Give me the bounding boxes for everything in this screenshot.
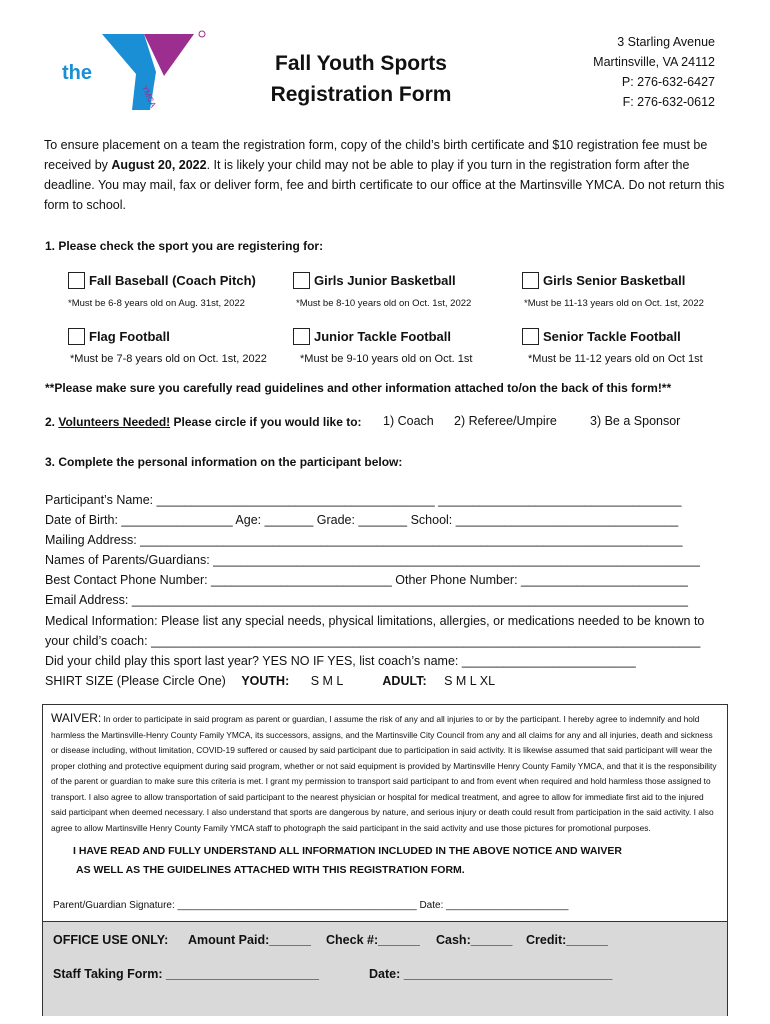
checkbox[interactable] <box>68 328 85 345</box>
sport-option-senior-tackle-football[interactable] <box>522 328 681 345</box>
intro-paragraph <box>44 135 734 215</box>
intro-text-1: To ensure placement on a team the registration form, copy of the child’s birth certificate and $10 registration fee must be received by <box>44 138 708 172</box>
sport-option-junior-tackle-football[interactable] <box>293 328 451 345</box>
sport-age-requirement: *Must be 11-12 years old on Oct 1st <box>528 353 703 365</box>
office-date-field[interactable]: Date: ______________________________ <box>369 967 613 981</box>
section2-prefix: 2. <box>45 415 59 429</box>
credit-field[interactable]: Credit:______ <box>526 933 608 947</box>
address-street: 3 Starling Avenue <box>617 35 715 49</box>
waiver-body: In order to participate in said program as parent or guardian, I assume the risk of any and all injuries to or by the participant. I hereby agree to indemnify and hold harmless the Martinsville-Henry County Family YMCA, its successors, assigns, and the Martinsville City Council from any and all claims for any and all injuries, death and sickness or disease including, without limitation, COVID-19 suffered or caused by said participant due to participation in said activity. It is likewise assumed that said participant will wear the proper clothing and protective equipment during said program, whether or not said equipment is provided by Martinsville Henry County Family YMCA, and that it is the responsibility of the parent or guardian to make sure this criteria is met. I grant my permission to transport said participant to and from event when required and hold harmless those assigned to transport. I also agree to allow transportation of said participant to the nearest physician or hospital for medical treatment, and agree to allow for immediate first aid to the injured said participant when deemed necessary. I also understand that sports are dangerous by nature, and serious injury or death could result from participation in the said activity. I also agree to allow Martinsville Henry County Family YMCA staff to photograph the said participant in the said activity and use those pictures for promotional purposes. <box>51 714 717 833</box>
page-title <box>230 48 492 110</box>
sport-option-girls-junior-basketball[interactable] <box>293 272 456 289</box>
section2-text: Please circle if you would like to: <box>170 415 362 429</box>
waiver-text <box>51 711 719 836</box>
section3-heading: 3. Complete the personal information on the participant below: <box>45 455 403 469</box>
sport-age-requirement: *Must be 11-13 years old on Oct. 1st, 2022 <box>524 298 704 309</box>
sport-label: Flag Football <box>89 329 170 345</box>
volunteer-option-coach[interactable]: 1) Coach <box>383 414 434 428</box>
waiver-heading: WAIVER: <box>51 711 102 725</box>
sport-label: Senior Tackle Football <box>543 329 681 345</box>
address-fax: F: 276-632-0612 <box>622 95 715 109</box>
acknowledgement-line-1: I HAVE READ AND FULLY UNDERSTAND ALL INFORMATION INCLUDED IN THE ABOVE NOTICE AND WAIVER <box>73 845 622 857</box>
youth-label: YOUTH: <box>241 674 290 688</box>
sport-age-requirement: *Must be 6-8 years old on Aug. 31st, 2022 <box>68 298 245 309</box>
coach-info-field[interactable]: your child’s coach: _______________________________________________________________________________ <box>45 634 701 648</box>
parents-guardians-field[interactable]: Names of Parents/Guardians: ______________________________________________________________________ <box>45 553 700 567</box>
sport-age-requirement: *Must be 9-10 years old on Oct. 1st <box>300 353 473 365</box>
checkbox[interactable] <box>522 272 539 289</box>
shirt-size-label: SHIRT SIZE (Please Circle One) <box>45 674 226 688</box>
checkbox[interactable] <box>293 272 310 289</box>
sport-label: Fall Baseball (Coach Pitch) <box>89 273 256 289</box>
shirt-size-row <box>45 671 495 691</box>
amount-paid-field[interactable]: Amount Paid:______ <box>188 933 311 947</box>
sport-age-requirement: *Must be 8-10 years old on Oct. 1st, 2022 <box>296 298 472 309</box>
address-city: Martinsville, VA 24112 <box>593 55 715 69</box>
mailing-address-field[interactable]: Mailing Address: ______________________________________________________________________________ <box>45 533 683 547</box>
sport-option-fall-baseball[interactable] <box>68 272 256 289</box>
adult-sizes[interactable]: S M L XL <box>444 674 496 688</box>
ymca-logo <box>52 24 212 116</box>
checkbox[interactable] <box>293 328 310 345</box>
staff-taking-form-field[interactable]: Staff Taking Form: ______________________ <box>53 967 319 981</box>
volunteers-needed: Volunteers Needed! <box>58 415 171 429</box>
office-use-label: OFFICE USE ONLY: <box>53 933 169 947</box>
acknowledgement-line-2: AS WELL AS THE GUIDELINES ATTACHED WITH THIS REGISTRATION FORM. <box>76 864 465 876</box>
checkbox[interactable] <box>68 272 85 289</box>
logo-text: the <box>62 62 92 84</box>
sport-label: Junior Tackle Football <box>314 329 452 345</box>
sport-option-girls-senior-basketball[interactable] <box>522 272 685 289</box>
phone-numbers-field[interactable]: Best Contact Phone Number: __________________________ Other Phone Number: ________________________ <box>45 573 688 587</box>
cash-field[interactable]: Cash:______ <box>436 933 513 947</box>
sport-option-flag-football[interactable] <box>68 328 170 345</box>
sport-age-requirement: *Must be 7-8 years old on Oct. 1st, 2022 <box>70 353 267 365</box>
youth-sizes[interactable]: S M L <box>310 674 343 688</box>
volunteer-option-referee[interactable]: 2) Referee/Umpire <box>454 414 557 428</box>
volunteer-option-sponsor[interactable]: 3) Be a Sponsor <box>590 414 681 428</box>
previous-season-field[interactable]: Did your child play this sport last year? YES NO IF YES, list coach’s name: _________________________ <box>45 654 636 668</box>
waiver-box <box>42 704 728 1016</box>
sport-label: Girls Junior Basketball <box>314 273 456 289</box>
title-line-1: Fall Youth Sports <box>275 52 447 75</box>
section2-heading <box>45 415 362 429</box>
signature-line[interactable]: Parent/Guardian Signature: ___________________________________________ Date: ______________________ <box>53 900 569 911</box>
address-block <box>593 32 715 112</box>
intro-deadline: August 20, 2022 <box>111 158 207 172</box>
checkbox[interactable] <box>522 328 539 345</box>
address-phone: P: 276-632-6427 <box>621 75 715 89</box>
sport-label: Girls Senior Basketball <box>543 273 686 289</box>
title-line-2: Registration Form <box>270 83 452 106</box>
check-number-field[interactable]: Check #:______ <box>326 933 420 947</box>
logo-tagline: YMCA <box>139 84 158 109</box>
section1-heading: 1. Please check the sport you are registering for: <box>45 239 324 253</box>
office-use-section <box>43 921 727 1016</box>
adult-label: ADULT: <box>382 674 427 688</box>
intro-text-2: . It is likely your child may not be able to play if you turn in the registration form after the deadline. You may mail, fax or deliver form, fee and birth certificate to our office at the Martinsville YMCA. Do not return this form to school. <box>44 158 725 212</box>
participant-name-field[interactable]: Participant’s Name: ________________________________________ ___________________________________ <box>45 493 682 507</box>
guidelines-notice: **Please make sure you carefully read guidelines and other information attached to/on the back of this form!** <box>45 381 672 395</box>
email-field[interactable]: Email Address: ________________________________________________________________________________ <box>45 593 688 607</box>
medical-info-label: Medical Information: Please list any special needs, physical limitations, allergies, or medications needed to be known to <box>45 614 705 628</box>
birth-age-grade-school-field[interactable]: Date of Birth: ________________ Age: _______ Grade: _______ School: ________________________________ <box>45 513 679 527</box>
